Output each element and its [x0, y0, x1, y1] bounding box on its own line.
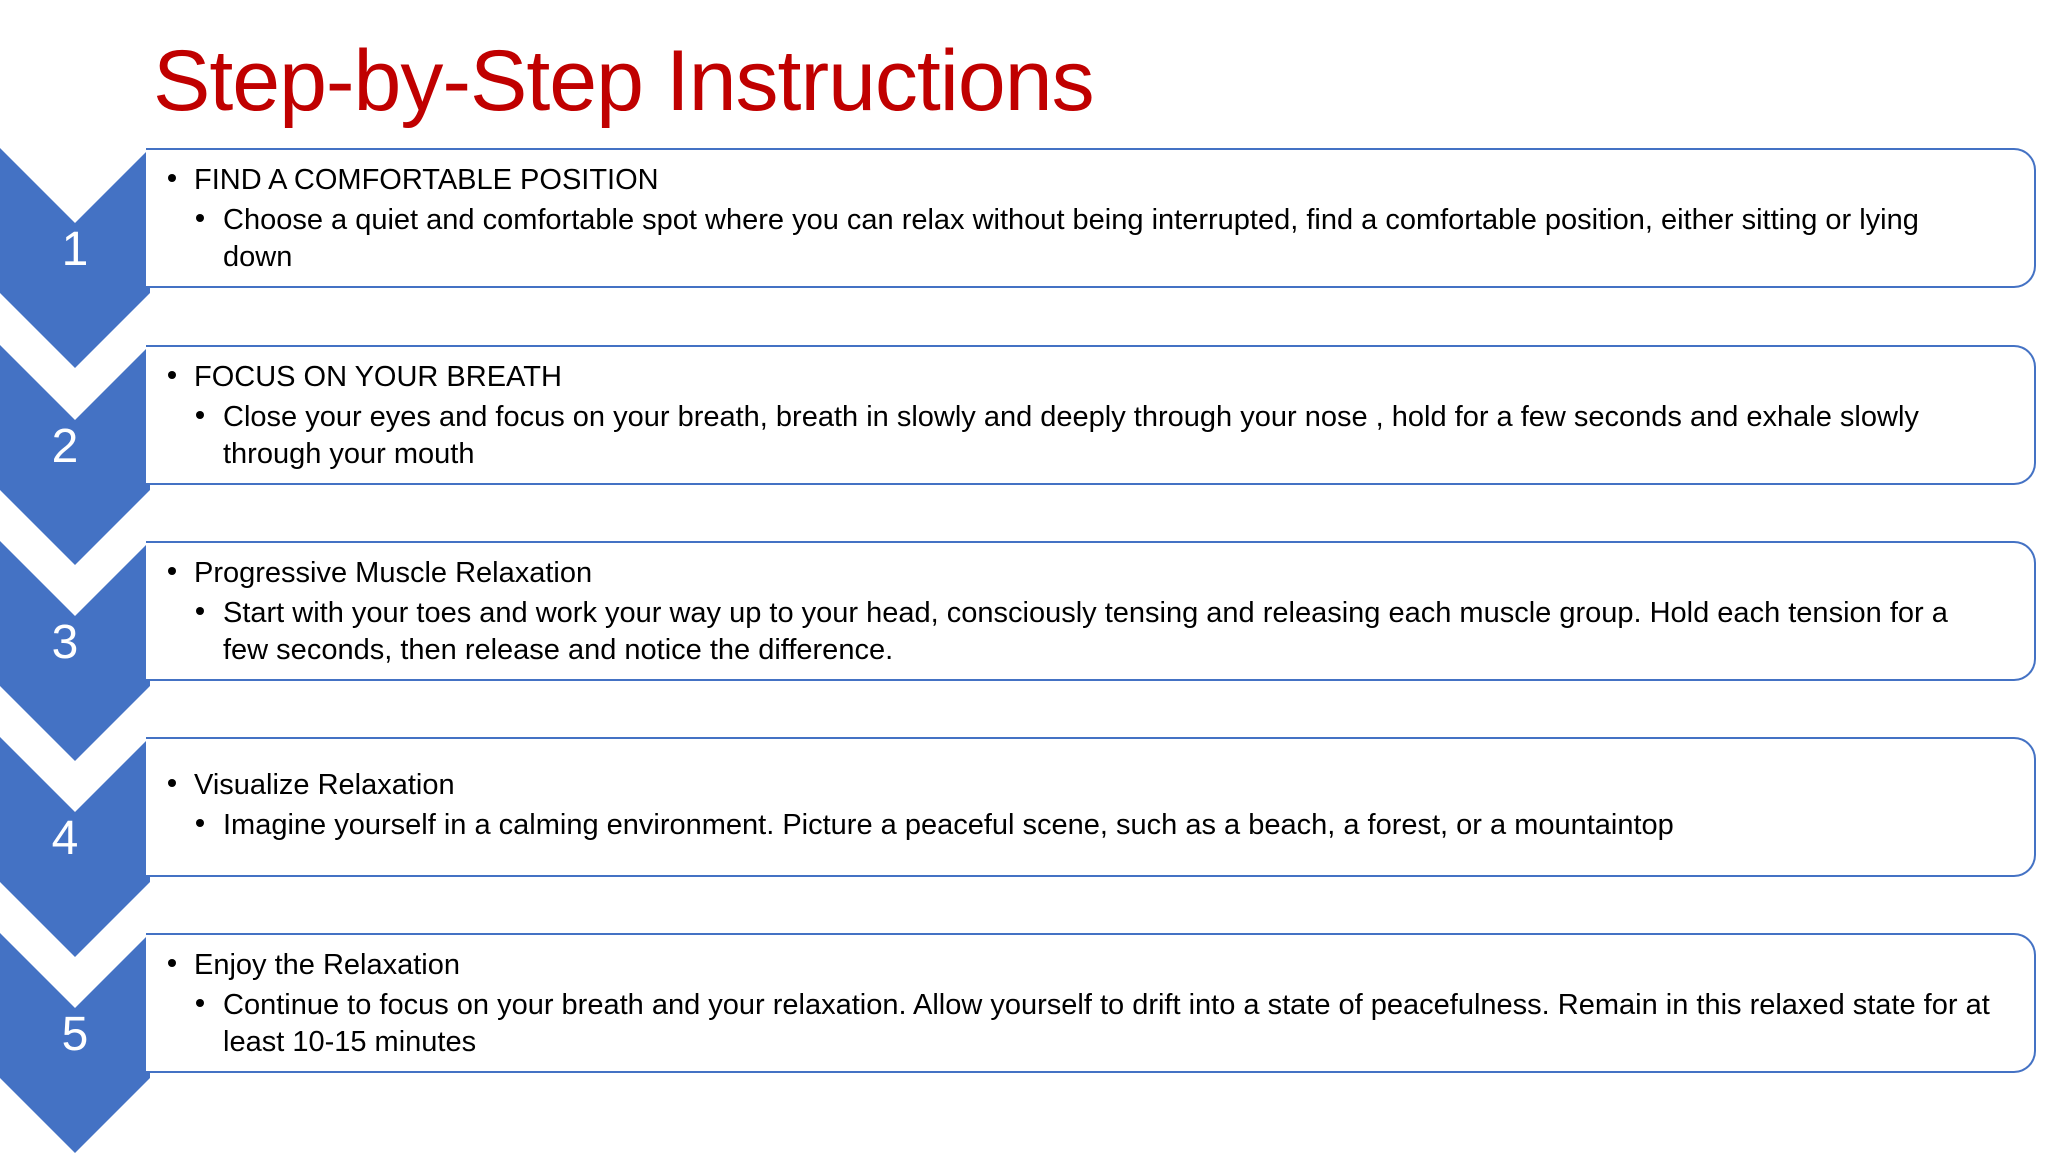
- step-3-card: [146, 541, 2036, 681]
- step-1-number: 1: [61, 223, 89, 276]
- step-2: [0, 345, 2048, 565]
- step-4-detail: Imagine yourself in a calming environment. Picture a peaceful scene, such as a beach, a forest, or a mountaintop: [194, 807, 1994, 844]
- slide-title: Step-by-Step Instructions: [153, 33, 1094, 129]
- step-1-detail: Choose a quiet and comfortable spot where you can relax without being interrupted, find a comfortable position, either sitting or lying down: [194, 202, 1994, 276]
- step-5-heading: Enjoy the Relaxation: [166, 947, 1994, 983]
- step-2-number: 2: [51, 420, 79, 473]
- step-3-heading: Progressive Muscle Relaxation: [166, 555, 1994, 591]
- step-5-detail: Continue to focus on your breath and your relaxation. Allow yourself to drift into a state of peacefulness. Remain in this relaxed state for at least 10-15 minutes: [194, 987, 1994, 1061]
- step-3-number: 3: [51, 616, 79, 669]
- step-5-card: [146, 933, 2036, 1073]
- step-4-card: [146, 737, 2036, 877]
- step-1-heading: FIND A COMFORTABLE POSITION: [166, 162, 1994, 198]
- step-2-detail: Close your eyes and focus on your breath, breath in slowly and deeply through your nose , hold for a few seconds and exhale slowly through your mouth: [194, 399, 1994, 473]
- step-1: [0, 148, 2048, 368]
- step-3: [0, 541, 2048, 761]
- step-4-heading: Visualize Relaxation: [166, 767, 1994, 803]
- step-2-heading: FOCUS ON YOUR BREATH: [166, 359, 1994, 395]
- step-5: [0, 933, 2048, 1153]
- step-4: [0, 737, 2048, 957]
- step-1-card: [146, 148, 2036, 288]
- step-5-number: 5: [61, 1008, 89, 1061]
- step-3-detail: Start with your toes and work your way up to your head, consciously tensing and releasing each muscle group. Hold each tension for a few seconds, then release and notice the difference.: [194, 595, 1994, 669]
- step-2-card: [146, 345, 2036, 485]
- step-4-number: 4: [51, 812, 79, 865]
